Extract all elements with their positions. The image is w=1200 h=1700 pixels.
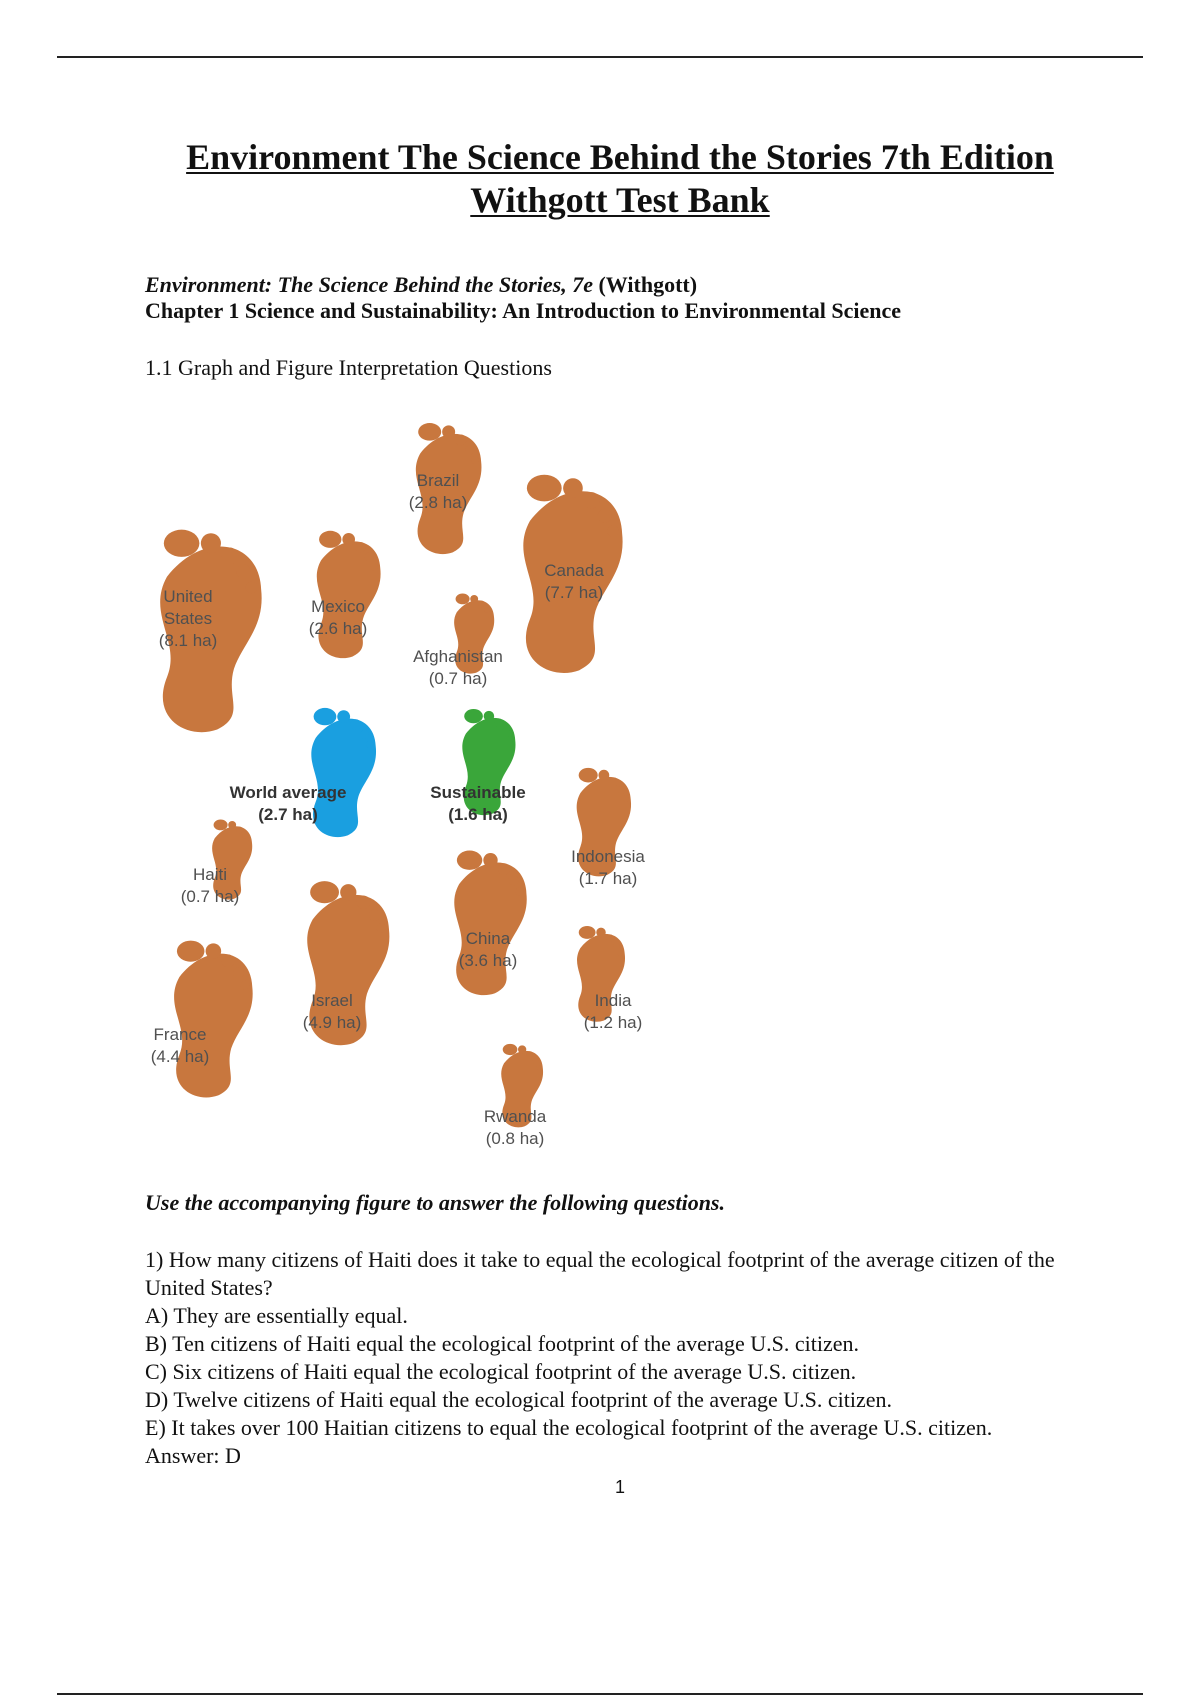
option-b: B) Ten citizens of Haiti equal the ecological footprint of the average U.S. citizen. [145,1331,860,1356]
title-line-1: Environment The Science Behind the Stories 7th Edition [186,137,1054,177]
afghanistan-name: Afghanistan [413,647,503,666]
question-stem: 1) How many citizens of Haiti does it take to equal the ecological footprint of the average citizen of the United States? [145,1247,1055,1300]
question-1 [145,1246,1105,1470]
page-title [0,136,1200,222]
footprint-label-rwanda [484,1107,547,1148]
france-name: France [153,1025,207,1044]
rwanda-value: (0.8 ha) [485,1129,545,1148]
option-d: D) Twelve citizens of Haiti equal the ecological footprint of the average U.S. citizen. [145,1387,893,1412]
option-c: C) Six citizens of Haiti equal the ecological footprint of the average U.S. citizen. [145,1359,857,1384]
us-value: (8.1 ha) [158,631,218,650]
haiti-name: Haiti [192,865,228,884]
world-value: (2.7 ha) [258,805,318,824]
canada-value: (7.7 ha) [544,583,604,602]
option-a: A) They are essentially equal. [145,1303,408,1328]
title-line-2: Withgott Test Bank [470,180,770,220]
sustainable-value: (1.6 ha) [448,805,508,824]
indonesia-value: (1.7 ha) [578,869,638,888]
section-heading: 1.1 Graph and Figure Interpretation Questions [145,355,552,380]
footprint-figure [145,412,695,1172]
israel-value: (4.9 ha) [302,1013,362,1032]
rwanda-name: Rwanda [483,1107,547,1126]
world-name: World average [229,783,347,802]
israel-name: Israel [311,991,353,1010]
indonesia-name: Indonesia [571,847,645,866]
footprint-mexico-icon [317,531,381,658]
china-name: China [465,929,511,948]
haiti-value: (0.7 ha) [180,887,240,906]
india-name: India [594,991,632,1010]
mexico-value: (2.6 ha) [308,619,368,638]
footprint-china-icon [454,850,526,995]
answer-line: Answer: D [145,1443,241,1468]
afghanistan-value: (0.7 ha) [428,669,488,688]
sustainable-name: Sustainable [430,783,526,802]
india-value: (1.2 ha) [583,1013,643,1032]
us-name-line2: States [163,609,213,628]
canada-name: Canada [544,561,604,580]
top-rule [57,56,1143,58]
china-value: (3.6 ha) [458,951,518,970]
brazil-name: Brazil [416,471,460,490]
mexico-name: Mexico [311,597,365,616]
figure-instruction: Use the accompanying figure to answer the following questions. [145,1190,725,1215]
footprint-world-icon [311,708,376,837]
footprint-france-icon [174,941,253,1098]
bottom-rule [57,1693,1143,1695]
book-title: Environment: The Science Behind the Stories, 7e [145,272,593,297]
us-name-line1: United [163,587,213,606]
page-number: 1 [614,1477,625,1497]
footprint-figure-svg [145,412,695,1172]
footprint-label-us [159,587,218,650]
book-author: (Withgott) [592,272,698,297]
brazil-value: (2.8 ha) [408,493,468,512]
chapter-heading: Chapter 1 Science and Sustainability: An Introduction to Environmental Science [145,298,902,323]
france-value: (4.4 ha) [150,1047,210,1066]
book-citation [145,272,697,298]
option-e: E) It takes over 100 Haitian citizens to equal the ecological footprint of the average U.S. citizen. [145,1415,993,1440]
